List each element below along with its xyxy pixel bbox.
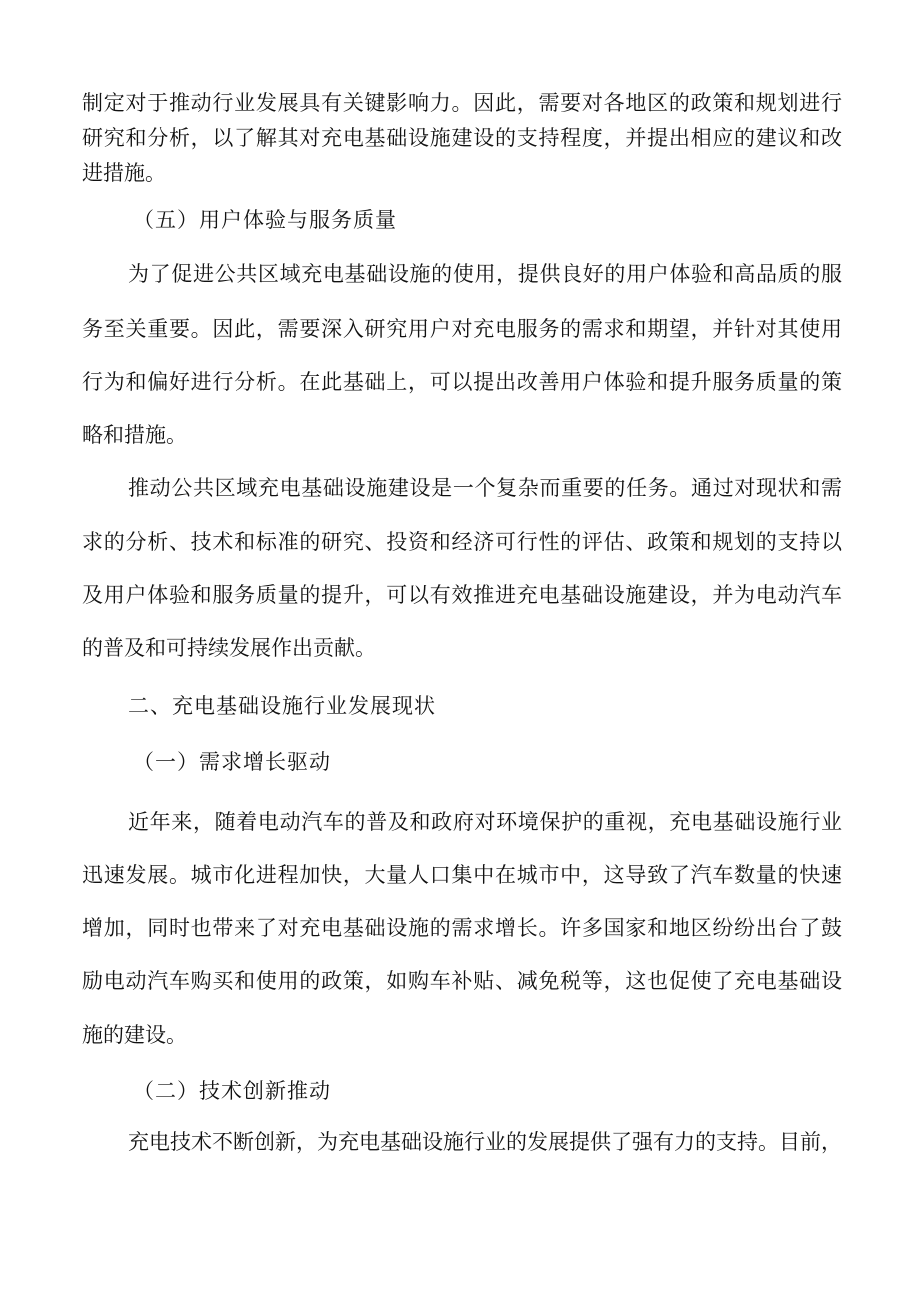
section-heading-demand-growth: （一）需求增长驱动 xyxy=(133,750,331,774)
body-line: 的普及和可持续发展作出贡献。 xyxy=(82,636,376,660)
body-line: 近年来，随着电动汽车的普及和政府对环境保护的重视，充电基础设施行业 xyxy=(128,810,842,834)
body-line: 制定对于推动行业发展具有关键影响力。因此，需要对各地区的政策和规划进行 xyxy=(82,91,842,115)
body-line: 略和措施。 xyxy=(82,423,187,447)
body-line: 及用户体验和服务质量的提升，可以有效推进充电基础设施建设，并为电动汽车 xyxy=(82,583,842,607)
body-line: 研究和分析，以了解其对充电基础设施建设的支持程度，并提出相应的建议和改 xyxy=(82,126,842,150)
body-line: 为了促进公共区域充电基础设施的使用，提供良好的用户体验和高品质的服 xyxy=(128,262,842,286)
body-line: 行为和偏好进行分析。在此基础上，可以提出改善用户体验和提升服务质量的策 xyxy=(82,370,842,394)
body-line: 进措施。 xyxy=(82,161,166,185)
section-heading-user-experience: （五）用户体验与服务质量 xyxy=(133,208,397,232)
body-line: 施的建设。 xyxy=(82,1023,187,1047)
body-line: 增加，同时也带来了对充电基础设施的需求增长。许多国家和地区纷纷出台了鼓 xyxy=(82,916,842,940)
body-line: 充电技术不断创新，为充电基础设施行业的发展提供了强有力的支持。目前， xyxy=(128,1130,842,1154)
body-line: 推动公共区域充电基础设施建设是一个复杂而重要的任务。通过对现状和需 xyxy=(128,476,842,500)
section-heading-tech-innovation: （二）技术创新推动 xyxy=(133,1079,331,1103)
body-line: 务至关重要。因此，需要深入研究用户对充电服务的需求和期望，并针对其使用 xyxy=(82,317,842,341)
body-line: 励电动汽车购买和使用的政策，如购车补贴、减免税等，这也促使了充电基础设 xyxy=(82,969,842,993)
body-line: 迅速发展。城市化进程加快，大量人口集中在城市中，这导致了汽车数量的快速 xyxy=(82,863,842,887)
body-line: 求的分析、技术和标准的研究、投资和经济可行性的评估、政策和规划的支持以 xyxy=(82,530,842,554)
chapter-heading-industry-status: 二、充电基础设施行业发展现状 xyxy=(128,694,436,718)
